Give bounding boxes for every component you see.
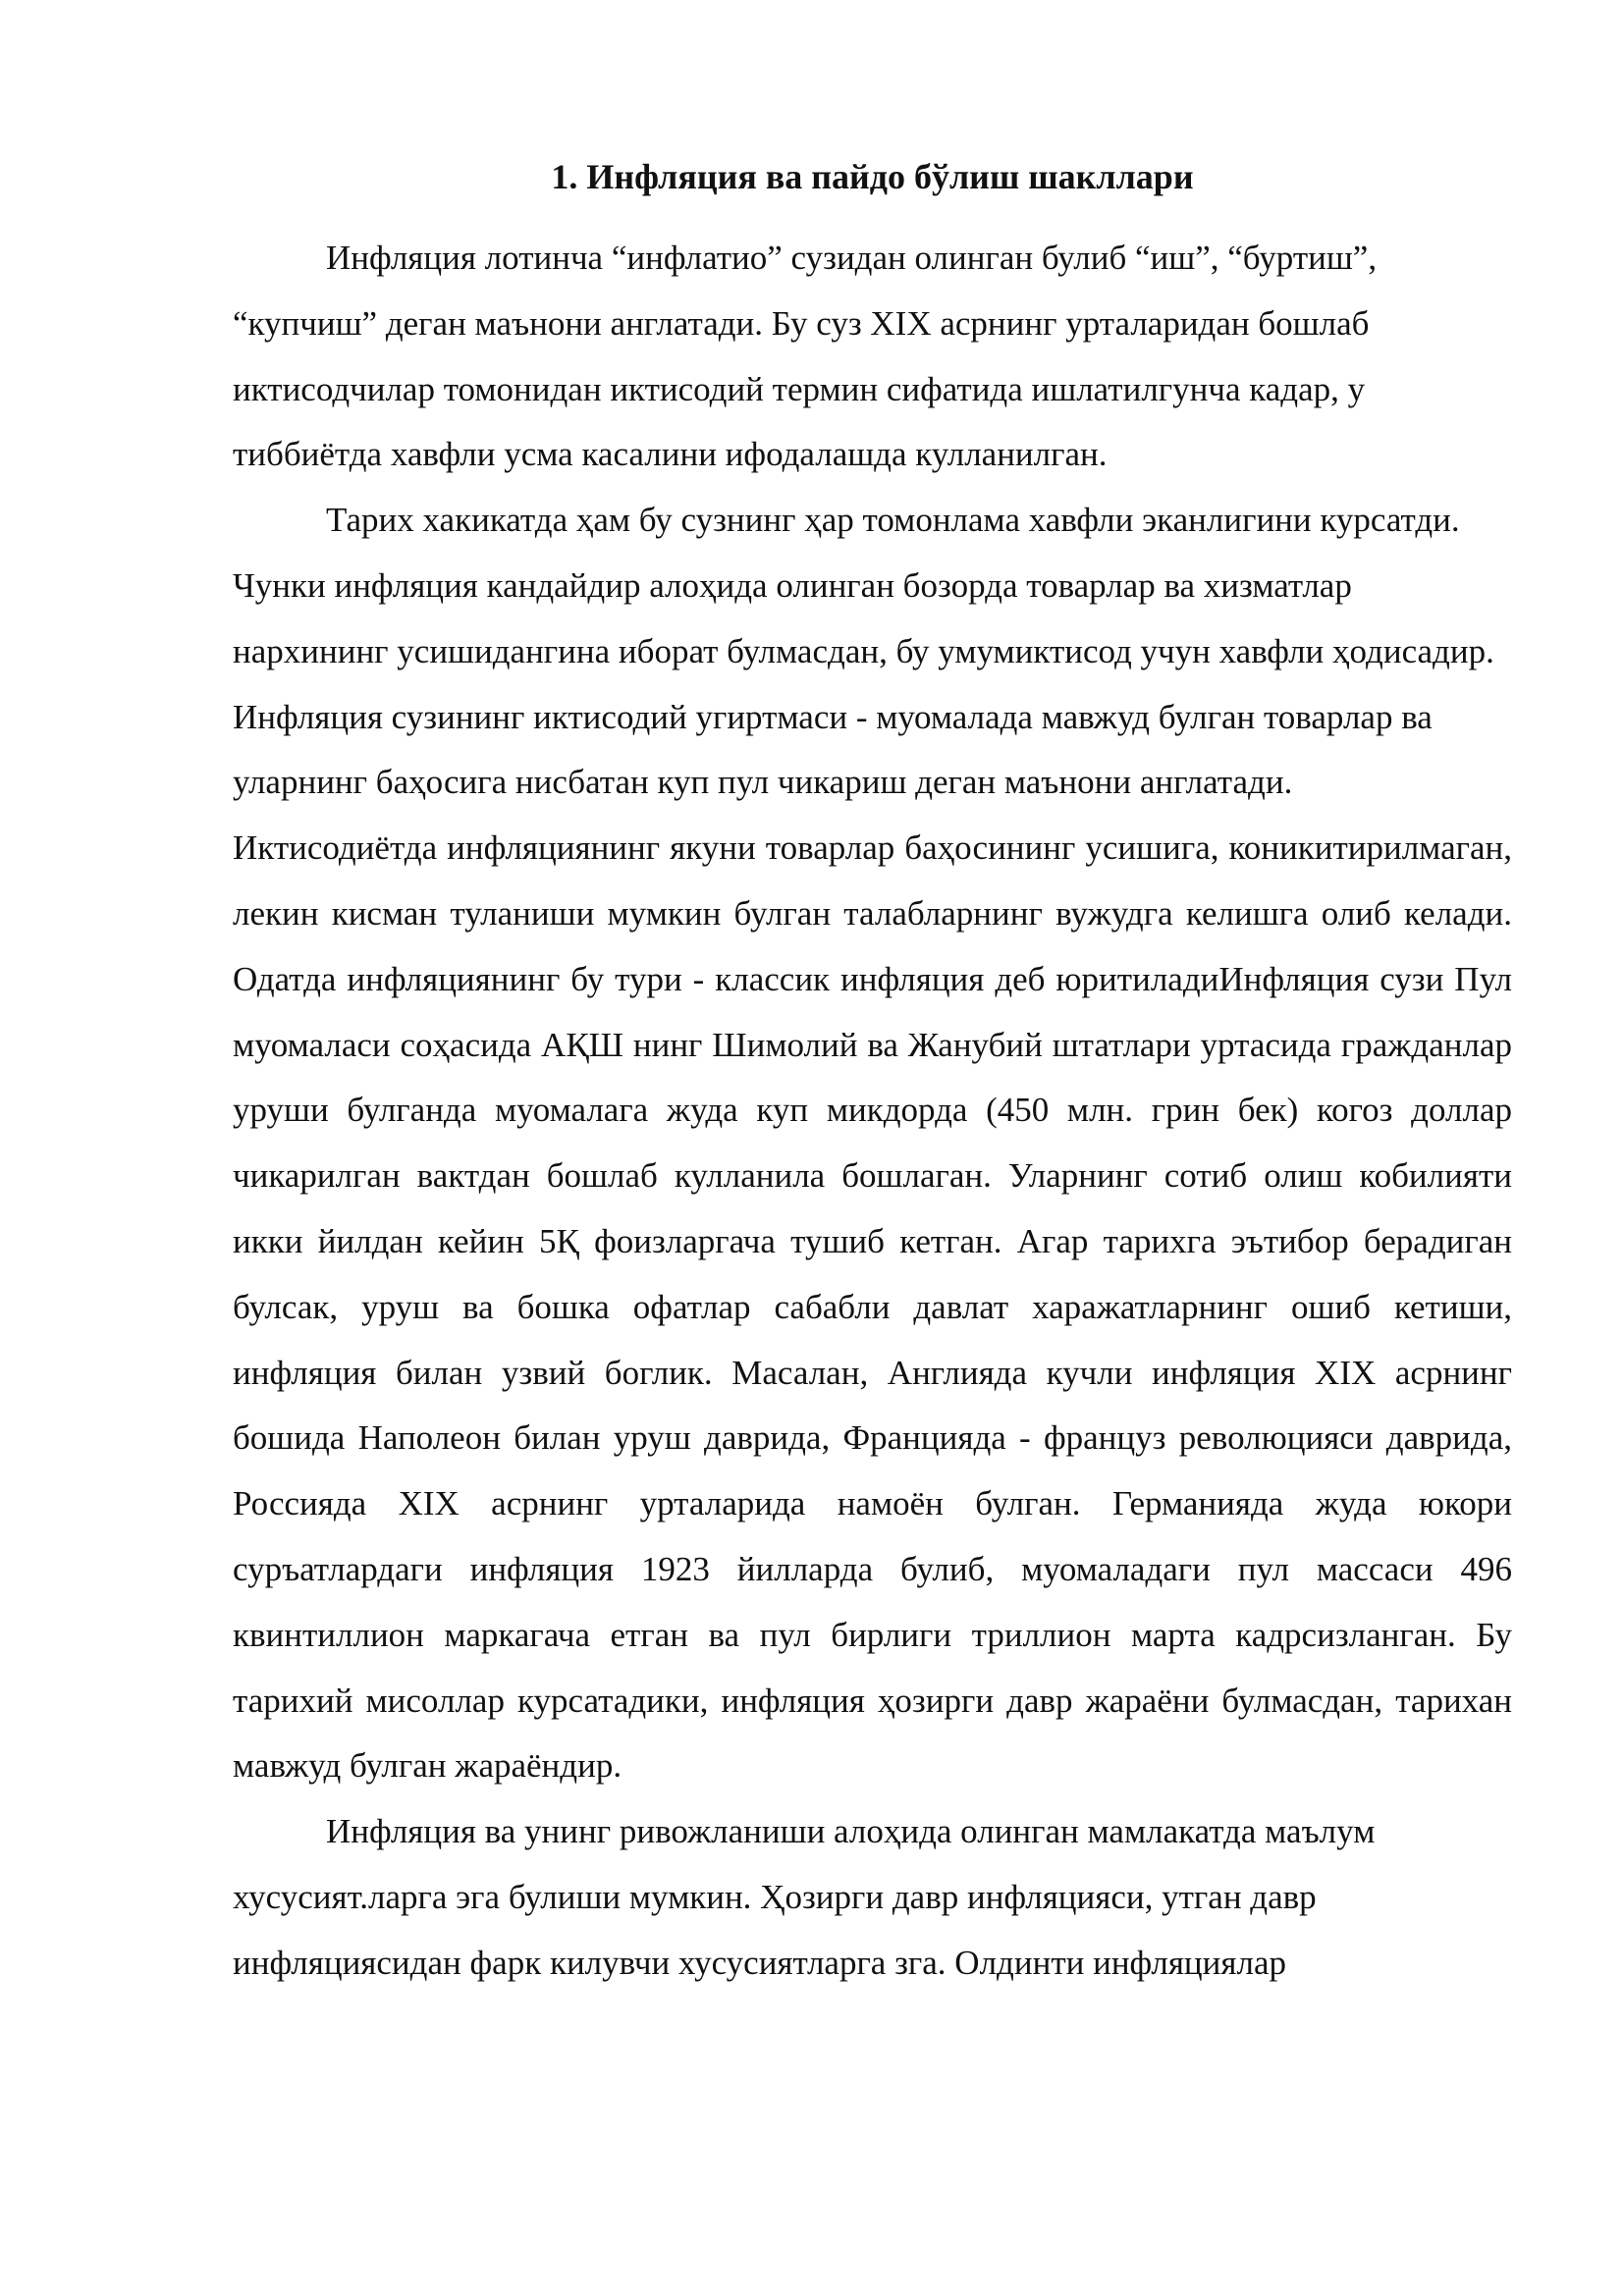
paragraph-modern-inflation: Инфляция ва унинг ривожланиши алоҳида олинган мамлакатда маълум хусусият.ларга эга булиши мумкин. Ҳозирги давр инфляцияси, утган давр инфляциясидан фарк килувчи хусусиятларга зга. Олдинти инфляциялар <box>233 1812 1376 1982</box>
paragraph-history: Тарих хакикатда ҳам бу сузнинг ҳар томонлама хавфли эканлигини курсатди. Чунки инфляция кандайдир алоҳида олинган бозорда товарлар ва хизматлар нархининг усишидангина иборат булмасдан, бу умумиктисод учун хавфли ҳодисадир. Инфляция сузининг иктисодий угиртмаси - муомалада мавжуд булган товарлар ва уларнинг баҳосига нисбатан куп пул чикариш деган маънони англатади. <box>233 501 1494 802</box>
document-page <box>233 147 1512 1997</box>
paragraph-etymology: Инфляция лотинча “инфлатио” сузидан олинган булиб “иш”, “буртиш”, “купчиш” деган маънони англатади. Бу суз XIX асрнинг урталаридан бошлаб иктисодчилар томонидан иктисодий термин сифатида ишлатилгунча кадар, у тиббиётда хавфли усма касалини ифодалашда кулланилган. <box>233 239 1378 474</box>
paragraph-classic-inflation: Иктисодиётда инфляциянинг якуни товарлар баҳосининг усишига, коникитирилмаган, лекин кисман туланиши мумкин булган талабларнинг вужудга келишга олиб келади. Одатда инфляциянинг бу тури - классик инфляция деб юритиладиИнфляция сузи Пул муомаласи соҳасида АҚШ нинг Шимолий ва Жанубий штатлари уртасида гражданлар уруши булганда муомалага жуда куп микдорда (450 млн. грин бек) когоз доллар чикарилган вактдан бошлаб кулланила бошлаган. Уларнинг сотиб олиш кобилияти икки йилдан кейин 5Қ фоизларгача тушиб кетган. Агар тарихга эътибор берадиган булсак, уруш ва бошка офатлар сабабли давлат харажатларнинг ошиб кетиши, инфляция билан узвий боглик. Масалан, Англияда кучли инфляция XIX асрнинг бошида Наполеон билан уруш даврида, Францияда - француз революцияси даврида, Россияда XIX асрнинг урталарида намоён булган. Германияда жуда юкори суръатлардаги инфляция 1923 йилларда булиб, муомаладаги пул массаси 496 квинтиллион маркагача етган ва пул бирлиги триллион марта кадрсизланган. Бу тарихий мисоллар курсатадики, инфляция ҳозирги давр жараёни булмасдан, тарихан мавжуд булган жараёндир. <box>233 828 1512 1786</box>
page-title: 1. Инфляция ва пайдо бўлиш шакллари <box>551 157 1194 196</box>
intro-block <box>233 226 1512 816</box>
